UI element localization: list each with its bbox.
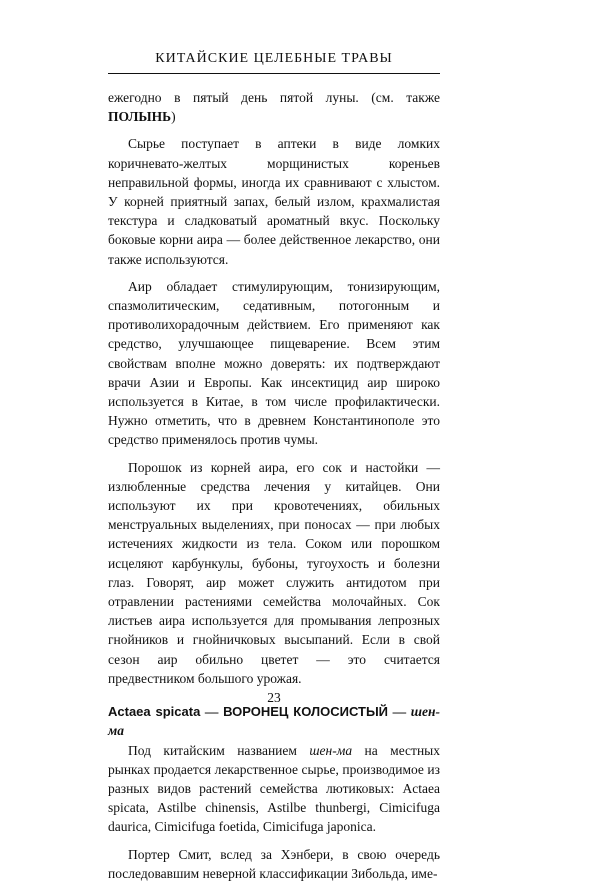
paragraph-3: Аир обладает стимулирующим, тонизирующим, спазмолитическим, седативным, потогонным и противолихорадочным действием. Его применяют как средство, улучшающее пищеварение. Всем этим свойствам вполне можно доверять: их подтверждают врачи Азии и Европы. Как инсектицид аир широко используется в Китае, в том числе профилактически. Нужно отметить, что в древнем Константинополе это средство применялось против чумы.: [108, 278, 440, 448]
entry-russian-name: ВОРОНЕЦ КОЛОСИСТЫЙ: [223, 704, 389, 720]
running-head: КИТАЙСКИЕ ЦЕЛЕБНЫЕ ТРАВЫ: [155, 51, 393, 66]
paragraph-1: [108, 88, 440, 126]
paragraph-4: Порошок из корней аира, его сок и настойки — излюбленные средства лечения у китайцев. Они используют их при кровотечениях, обильных менструальных выделениях, при поносах — при любых истечениях жидкости из тела. Соком или порошком исцеляют карбункулы, бубоны, тугоухость и болезни глаз. Говорят, аир может служить антидотом при отравлении растениями семейства молочайных. Сок листьев аира используется для промывания лепрозных гнойников и гнойничковых высыпаний. Если в свой сезон аир обильно цветет — это считается предвестником большого урожая.: [108, 459, 440, 686]
paragraph-6: Портер Смит, вслед за Хэнбери, в свою очередь последовавшим неверной классификации Зибольда, име-: [108, 846, 440, 881]
entry-chinese-name: шен-ма: [108, 704, 441, 739]
paragraph-2: Сырье поступает в аптеки в виде ломких коричневато-желтых морщинистых кореньев неправильной формы, иногда их сравнивают с хлыстом. У корней приятный запах, белый излом, крахмалистая текстура и сладковатый ароматный вкус. Поскольку боковые корни аира — более действенное лекарство, они также используются.: [108, 136, 440, 267]
header-rule: [108, 73, 440, 74]
paragraph-5: [108, 741, 440, 837]
page-body: [108, 88, 440, 891]
page-number: 23: [267, 690, 281, 705]
entry-heading: [108, 702, 440, 740]
paragraph-5-start: Под китайским названием: [128, 742, 310, 758]
paragraph-5-rest: на местных рынках продается лекарственное сырье, производимое из разных видов растений семейства лютиковых: Actaea spicata, Astilbe chinensis, Astilbe thunbergi, Cimicifuga daurica, Cimicifuga foetida, Cimicifuga japonica.: [108, 742, 440, 835]
paragraph-5-term: шен-ма: [309, 742, 353, 758]
entry-dash-2: —: [388, 704, 411, 720]
entry-dash-1: —: [200, 704, 224, 720]
cross-reference: ПОЛЫНЬ: [108, 109, 172, 125]
entry-latin-name: Actaea spicata: [108, 704, 201, 720]
paragraph-1-text: ежегодно в пятый день пятой луны. (см. также: [108, 90, 440, 105]
paragraph-1-tail: ): [171, 109, 176, 125]
